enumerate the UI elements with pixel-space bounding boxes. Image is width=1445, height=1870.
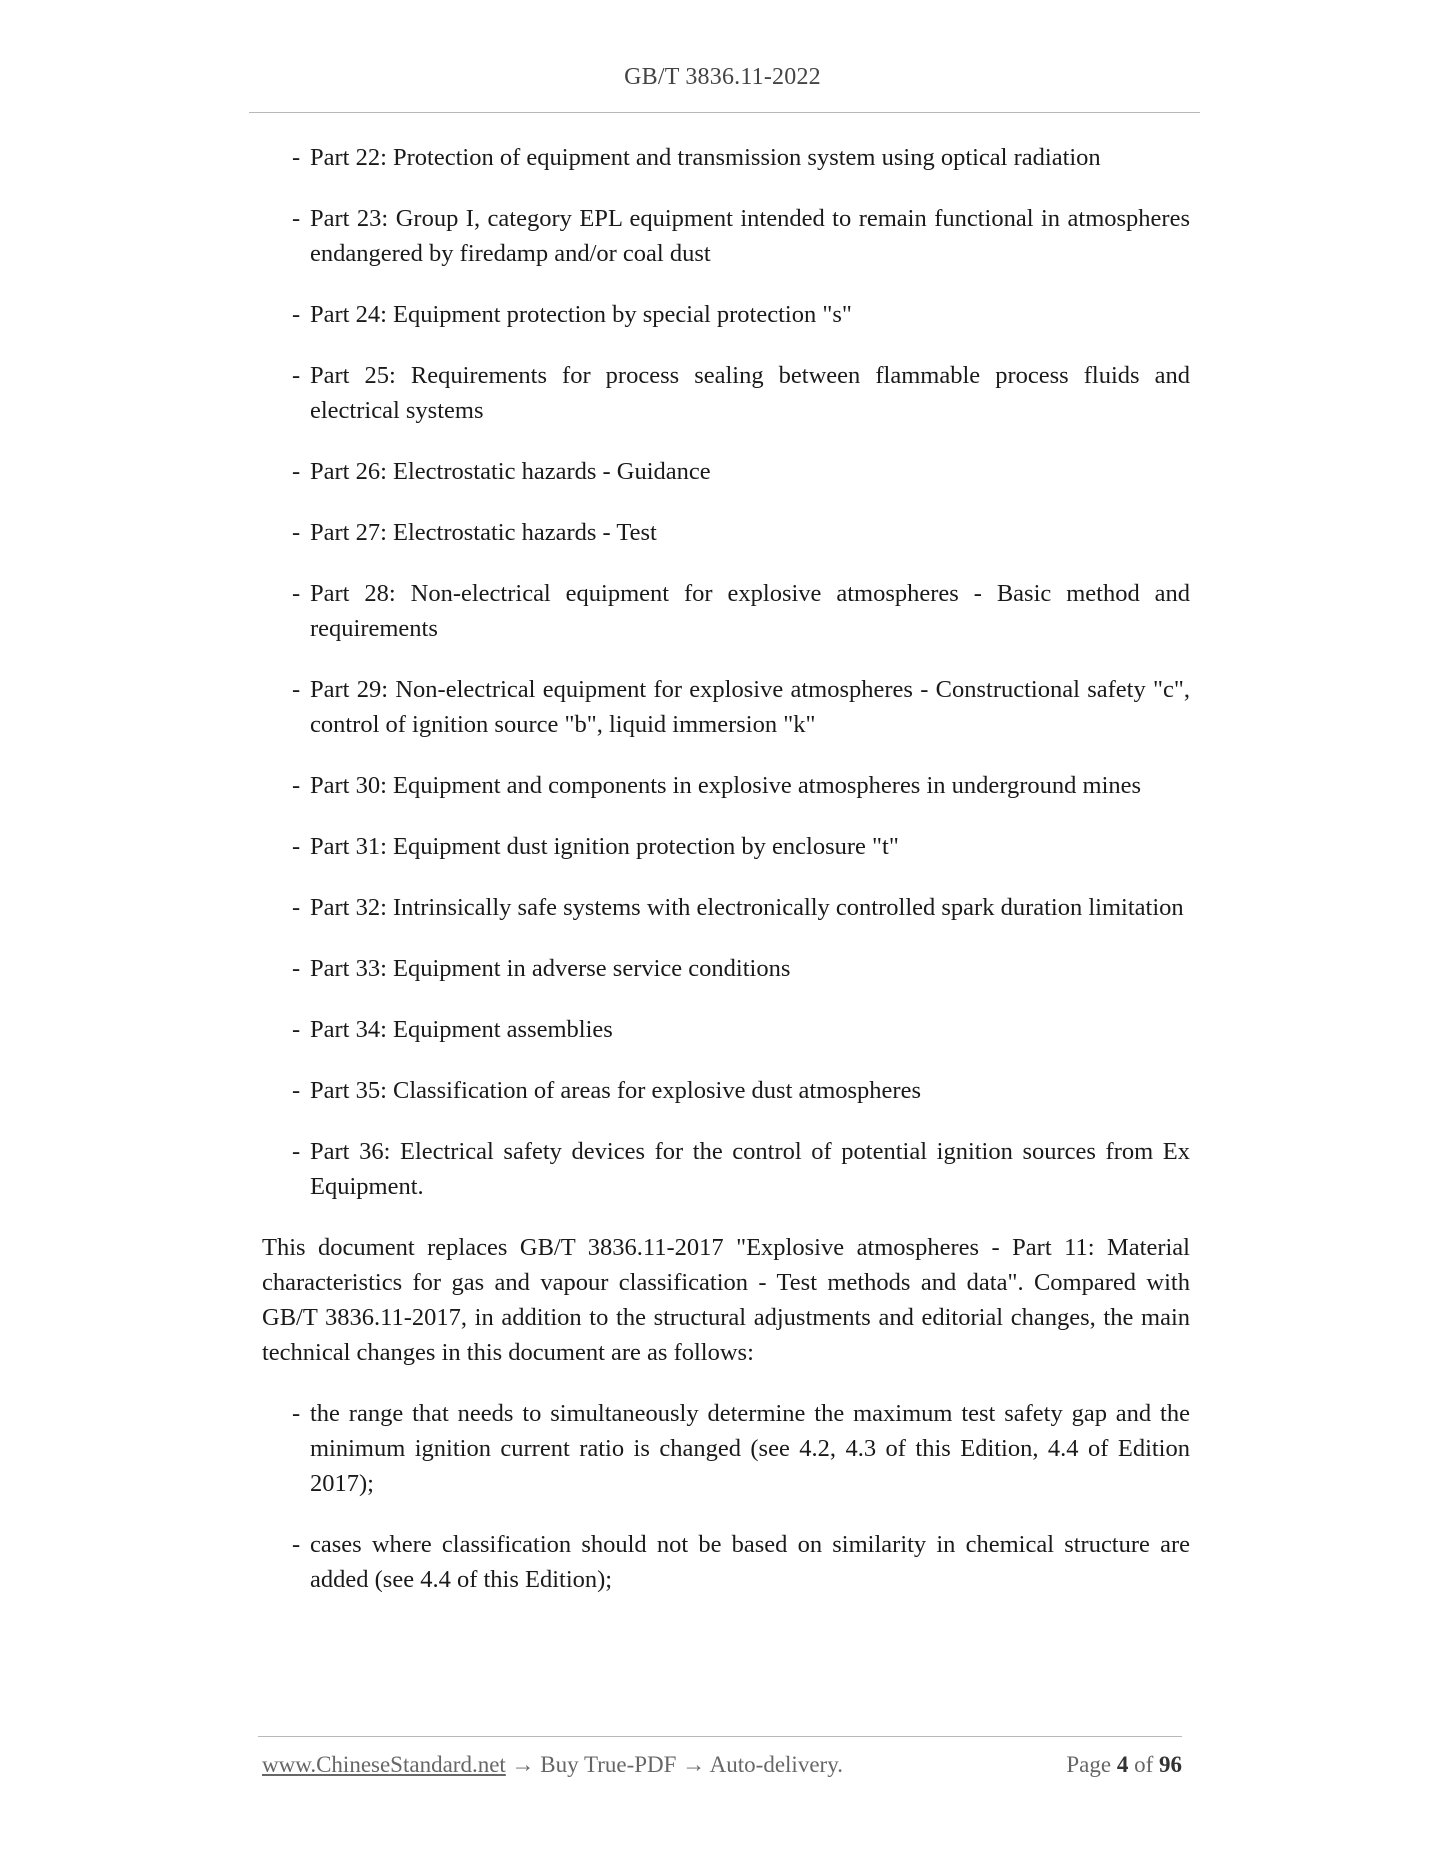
list-item: - Part 30: Equipment and components in explosive atmospheres in underground mines (292, 772, 1142, 799)
list-item: - Part 29: Non-electrical equipment for explosive atmospheres - Constructional safety "c", control of ignition source "b", liquid immersion "k" (292, 676, 1190, 738)
document-body (262, 140, 1190, 1623)
parts-list (262, 140, 1190, 1204)
delivery-text: Auto-delivery. (709, 1752, 843, 1777)
list-item: - Part 26: Electrostatic hazards - Guidance (292, 458, 711, 485)
header-divider (249, 112, 1200, 113)
list-item: - Part 22: Protection of equipment and transmission system using optical radiation (292, 144, 1101, 171)
changes-list (262, 1396, 1190, 1597)
page-indicator (1066, 1752, 1182, 1778)
standard-code: GB/T 3836.11-2022 (624, 64, 821, 90)
page-header (0, 64, 1445, 91)
list-item: - Part 23: Group I, category EPL equipment intended to remain functional in atmospheres endangered by firedamp and/or coal dust (292, 205, 1190, 267)
page-current: 4 (1116, 1752, 1129, 1777)
list-item: - Part 24: Equipment protection by special protection "s" (292, 301, 852, 328)
buy-text: Buy True-PDF (540, 1752, 677, 1777)
list-item: - Part 27: Electrostatic hazards - Test (292, 519, 657, 546)
arrow-icon: → (511, 1752, 535, 1777)
list-item: - Part 31: Equipment dust ignition protection by enclosure "t" (292, 833, 899, 860)
list-item: - Part 32: Intrinsically safe systems with electronically controlled spark duration limitation (292, 894, 1184, 921)
list-item: - Part 33: Equipment in adverse service conditions (292, 955, 791, 982)
list-item: - Part 25: Requirements for process sealing between flammable process fluids and electrical systems (292, 362, 1190, 424)
list-item: - the range that needs to simultaneously determine the maximum test safety gap and the minimum ignition current ratio is changed (see 4.2, 4.3 of this Edition, 4.4 of Edition 2017); (292, 1400, 1190, 1497)
footer-divider (258, 1736, 1182, 1737)
list-item: - Part 34: Equipment assemblies (292, 1016, 613, 1043)
page-total: 96 (1159, 1752, 1182, 1777)
footer-left (262, 1752, 843, 1778)
site-link[interactable]: www.ChineseStandard.net (262, 1752, 506, 1777)
page-label: Page (1066, 1752, 1112, 1777)
list-item: - Part 35: Classification of areas for explosive dust atmospheres (292, 1077, 921, 1104)
arrow-icon: → (682, 1752, 706, 1777)
replacement-paragraph: This document replaces GB/T 3836.11-2017 "Explosive atmospheres - Part 11: Material characteristics for gas and vapour classification - Test methods and data". Compared with GB/T 3836.11-2017, in addition to the structural adjustments and editorial changes, the main technical changes in this document are as follows: (262, 1234, 1190, 1366)
list-item: - cases where classification should not be based on similarity in chemical structure are added (see 4.4 of this Edition); (292, 1531, 1190, 1593)
list-item: - Part 28: Non-electrical equipment for explosive atmospheres - Basic method and requirements (292, 580, 1190, 642)
list-item: - Part 36: Electrical safety devices for the control of potential ignition sources from Ex Equipment. (292, 1138, 1190, 1200)
page-of: of (1134, 1752, 1154, 1777)
